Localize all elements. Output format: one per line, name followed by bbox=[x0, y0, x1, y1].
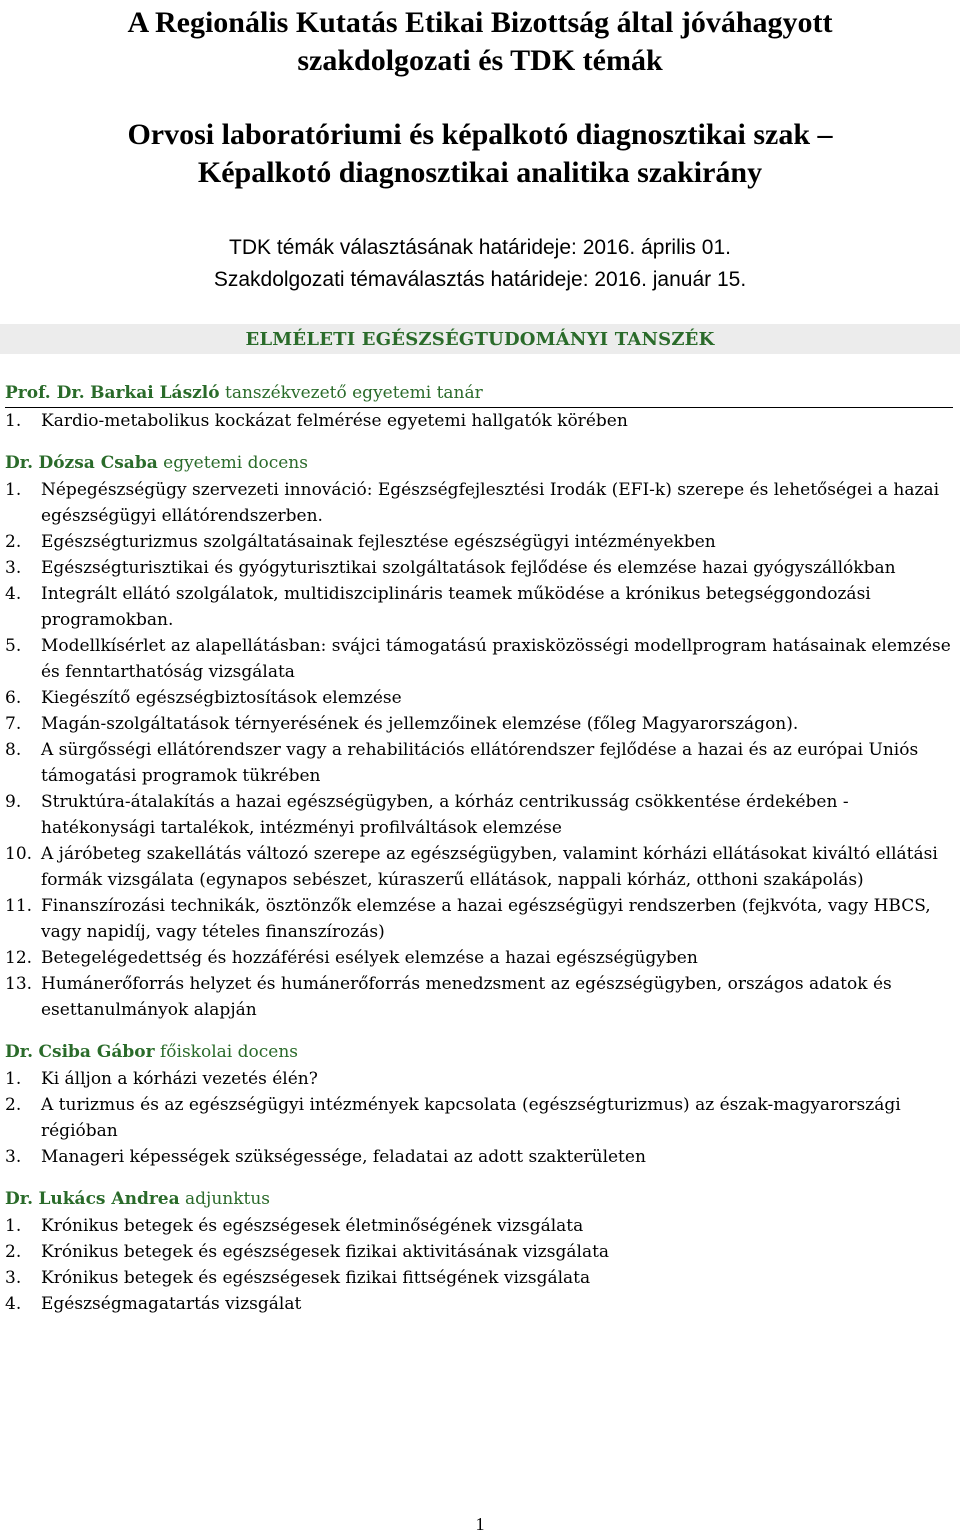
topic-item bbox=[5, 633, 953, 685]
supervisor-position: tanszékvezető egyetemi tanár bbox=[219, 383, 483, 403]
topic-text: Ki álljon a kórházi vezetés élén? bbox=[41, 1069, 318, 1089]
topic-number: 1. bbox=[5, 480, 22, 500]
topic-number: 7. bbox=[5, 714, 22, 734]
topic-text: Betegelégedettség és hozzáférési esélyek elemzése a hazai egészségügyben bbox=[41, 948, 698, 968]
document-title-line-1: A Regionális Kutatás Etikai Bizottság által jóváhagyott bbox=[127, 6, 833, 39]
supervisor-position: egyetemi docens bbox=[157, 453, 308, 473]
topic-number: 12. bbox=[5, 948, 33, 968]
topic-item bbox=[5, 1239, 953, 1265]
document-title-line-2: szakdolgozati és TDK témák bbox=[297, 44, 663, 77]
supervisor-name: Barkai László bbox=[90, 383, 220, 403]
supervisor-section bbox=[5, 380, 953, 434]
topic-text: Krónikus betegek és egészségesek fizikai fittségének vizsgálata bbox=[41, 1268, 591, 1288]
topic-item bbox=[5, 685, 953, 711]
topic-list bbox=[5, 1213, 953, 1317]
topic-text: A turizmus és az egészségügyi intézmények kapcsolata (egészségturizmus) az észak-magyarországi régióban bbox=[41, 1095, 901, 1141]
supervisor-heading bbox=[5, 1039, 953, 1066]
topic-number: 11. bbox=[5, 896, 33, 916]
topic-item bbox=[5, 945, 953, 971]
supervisor-heading bbox=[5, 1186, 953, 1213]
topic-text: Krónikus betegek és egészségesek életminőségének vizsgálata bbox=[41, 1216, 584, 1236]
topic-text: Manageri képességek szükségessége, feladatai az adott szakterületen bbox=[41, 1147, 646, 1167]
topic-text: Kardio-metabolikus kockázat felmérése egyetemi hallgatók körében bbox=[41, 411, 628, 431]
topic-number: 1. bbox=[5, 1216, 22, 1236]
topic-number: 5. bbox=[5, 636, 22, 656]
program-title-line-2: Képalkotó diagnosztikai analitika szakirány bbox=[197, 156, 763, 189]
topic-text: Humánerőforrás helyzet és humánerőforrás menedzsment az egészségügyben, országos adatok és esettanulmányok alapján bbox=[41, 974, 892, 1020]
topic-item bbox=[5, 1213, 953, 1239]
supervisor-position: főiskolai docens bbox=[154, 1042, 298, 1062]
topic-list bbox=[5, 477, 953, 1023]
supervisor-position: adjunktus bbox=[179, 1189, 271, 1209]
supervisor-title-prefix: Prof. Dr. bbox=[5, 383, 85, 403]
supervisor-section bbox=[5, 450, 953, 1023]
topic-number: 8. bbox=[5, 740, 22, 760]
supervisor-heading bbox=[5, 450, 953, 477]
topic-number: 3. bbox=[5, 1147, 22, 1167]
topic-item bbox=[5, 1144, 953, 1170]
topic-number: 6. bbox=[5, 688, 22, 708]
topic-number: 4. bbox=[5, 1294, 22, 1314]
topic-item bbox=[5, 1265, 953, 1291]
topic-number: 10. bbox=[5, 844, 33, 864]
topic-number: 13. bbox=[5, 974, 33, 994]
supervisor-title-prefix: Dr. bbox=[5, 1189, 34, 1209]
topic-item bbox=[5, 555, 953, 581]
topic-text: Népegészségügy szervezeti innováció: Egészségfejlesztési Irodák (EFI-k) szerepe és lehetőségei a hazai egészségügyi ellátórendszerben. bbox=[41, 480, 940, 526]
topic-item bbox=[5, 529, 953, 555]
supervisor-sections bbox=[5, 380, 953, 1317]
deadline-thesis: Szakdolgozati témaválasztás határideje: 2016. január 15. bbox=[213, 268, 747, 291]
program-title-line-1: Orvosi laboratóriumi és képalkotó diagnosztikai szak – bbox=[127, 118, 833, 151]
deadlines bbox=[0, 232, 960, 296]
document-title bbox=[0, 4, 960, 80]
supervisor-section bbox=[5, 1039, 953, 1170]
topic-item bbox=[5, 1066, 953, 1092]
topic-text: Egészségturizmus szolgáltatásainak fejlesztése egészségügyi intézményekben bbox=[41, 532, 716, 552]
topic-item bbox=[5, 581, 953, 633]
topic-item bbox=[5, 893, 953, 945]
topic-number: 2. bbox=[5, 1095, 22, 1115]
topic-list bbox=[5, 408, 953, 434]
topic-text: A sürgősségi ellátórendszer vagy a rehabilitációs ellátórendszer fejlődése a hazai és az európai Uniós támogatási programok tükrében bbox=[41, 740, 919, 786]
topic-text: Kiegészítő egészségbiztosítások elemzése bbox=[41, 688, 402, 708]
topic-item bbox=[5, 737, 953, 789]
topic-number: 1. bbox=[5, 411, 22, 431]
topic-item bbox=[5, 971, 953, 1023]
topic-item bbox=[5, 789, 953, 841]
page-number: 1 bbox=[475, 1514, 485, 1534]
topic-text: Egészségturisztikai és gyógyturisztikai szolgáltatások fejlődése és elemzése hazai gyógyszállókban bbox=[41, 558, 896, 578]
topic-number: 1. bbox=[5, 1069, 22, 1089]
topic-text: Struktúra-átalakítás a hazai egészségügyben, a kórház centrikusság csökkentése érdekében - hatékonysági tartalékok, intézményi profilváltások elemzése bbox=[41, 792, 849, 838]
supervisor-title-prefix: Dr. bbox=[5, 453, 34, 473]
topic-number: 4. bbox=[5, 584, 22, 604]
supervisor-title-prefix: Dr. bbox=[5, 1042, 34, 1062]
supervisor-heading bbox=[5, 380, 953, 408]
topic-text: Magán-szolgáltatások térnyerésének és jellemzőinek elemzése (főleg Magyarországon). bbox=[41, 714, 799, 734]
topic-list bbox=[5, 1066, 953, 1170]
topic-item bbox=[5, 841, 953, 893]
supervisor-name: Dózsa Csaba bbox=[38, 453, 158, 473]
supervisor-section bbox=[5, 1186, 953, 1317]
topic-text: Egészségmagatartás vizsgálat bbox=[41, 1294, 302, 1314]
topic-item bbox=[5, 1291, 953, 1317]
topic-number: 3. bbox=[5, 1268, 22, 1288]
topic-item bbox=[5, 711, 953, 737]
topic-text: A járóbeteg szakellátás változó szerepe az egészségügyben, valamint kórházi ellátásokat kiváltó ellátási formák vizsgálata (egynapos sebészet, kúraszerű ellátások, nappali kórház, otthoni szakápolás) bbox=[41, 844, 938, 890]
deadline-tdk: TDK témák választásának határideje: 2016. április 01. bbox=[229, 236, 731, 259]
topic-number: 3. bbox=[5, 558, 22, 578]
topic-text: Modellkísérlet az alapellátásban: svájci támogatású praxisközösségi modellprogram hatásainak elemzése és fenntarthatóság vizsgálata bbox=[41, 636, 951, 682]
department-title: ELMÉLETI EGÉSZSÉGTUDOMÁNYI TANSZÉK bbox=[245, 329, 715, 350]
topic-item bbox=[5, 1092, 953, 1144]
topic-text: Integrált ellátó szolgálatok, multidiszciplináris teamek működése a krónikus betegséggondozási programokban. bbox=[41, 584, 871, 630]
supervisor-name: Lukács Andrea bbox=[38, 1189, 180, 1209]
supervisor-name: Csiba Gábor bbox=[38, 1042, 155, 1062]
topic-number: 2. bbox=[5, 532, 22, 552]
topic-text: Krónikus betegek és egészségesek fizikai aktivitásának vizsgálata bbox=[41, 1242, 610, 1262]
topic-number: 9. bbox=[5, 792, 22, 812]
topic-number: 2. bbox=[5, 1242, 22, 1262]
topic-item bbox=[5, 408, 953, 434]
program-title bbox=[0, 116, 960, 192]
topic-item bbox=[5, 477, 953, 529]
topic-text: Finanszírozási technikák, ösztönzők elemzése a hazai egészségügyi rendszerben (fejkvóta, vagy HBCS, vagy napidíj, vagy tételes finanszírozás) bbox=[41, 896, 931, 942]
